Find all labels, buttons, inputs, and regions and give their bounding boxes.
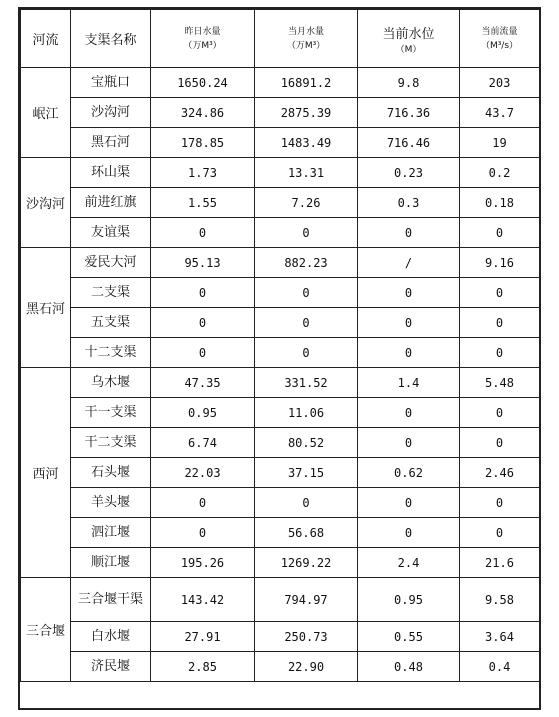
- flow-cell: 0: [460, 398, 540, 428]
- month-water-cell: 1269.22: [255, 548, 358, 578]
- river-cell: 岷江: [21, 68, 71, 158]
- flow-cell: 0: [460, 428, 540, 458]
- month-water-cell: 794.97: [255, 578, 358, 622]
- yesterday-water-cell: 195.26: [151, 548, 255, 578]
- flow-cell: 9.58: [460, 578, 540, 622]
- month-water-cell: 2875.39: [255, 98, 358, 128]
- water-level-cell: 0: [358, 398, 460, 428]
- river-cell: 沙沟河: [21, 158, 71, 248]
- yesterday-water-cell: 0: [151, 488, 255, 518]
- yesterday-water-cell: 1.73: [151, 158, 255, 188]
- table-row: [21, 578, 540, 622]
- table-row: [21, 338, 540, 368]
- header-yesterday-water-label: 昨日水量: [184, 26, 221, 37]
- water-level-cell: /: [358, 248, 460, 278]
- flow-cell: 0.2: [460, 158, 540, 188]
- table-row: [21, 278, 540, 308]
- header-yesterday-water: [151, 10, 255, 68]
- yesterday-water-cell: 178.85: [151, 128, 255, 158]
- month-water-cell: 882.23: [255, 248, 358, 278]
- table-row: [21, 398, 540, 428]
- yesterday-water-cell: 2.85: [151, 652, 255, 682]
- header-water-level-label: 当前水位: [382, 26, 435, 42]
- canal-cell: 济民堰: [71, 652, 151, 682]
- month-water-cell: 56.68: [255, 518, 358, 548]
- canal-cell: 白水堰: [71, 622, 151, 652]
- header-flow-label: 当前流量: [481, 26, 518, 37]
- water-level-cell: 0.3: [358, 188, 460, 218]
- flow-cell: 21.6: [460, 548, 540, 578]
- month-water-cell: 0: [255, 278, 358, 308]
- canal-cell: 二支渠: [71, 278, 151, 308]
- canal-cell: 干一支渠: [71, 398, 151, 428]
- water-level-cell: 1.4: [358, 368, 460, 398]
- month-water-cell: 331.52: [255, 368, 358, 398]
- water-level-cell: 0.48: [358, 652, 460, 682]
- yesterday-water-cell: 0.95: [151, 398, 255, 428]
- yesterday-water-cell: 0: [151, 218, 255, 248]
- table-row: [21, 308, 540, 338]
- table-row: [21, 68, 540, 98]
- table-row: [21, 518, 540, 548]
- yesterday-water-cell: 6.74: [151, 428, 255, 458]
- table-row: [21, 458, 540, 488]
- canal-cell: 宝瓶口: [71, 68, 151, 98]
- canal-cell: 黑石河: [71, 128, 151, 158]
- canal-cell: 羊头堰: [71, 488, 151, 518]
- water-level-cell: 0: [358, 308, 460, 338]
- table-row: [21, 158, 540, 188]
- canal-cell: 泗江堰: [71, 518, 151, 548]
- yesterday-water-cell: 0: [151, 518, 255, 548]
- table-row: [21, 652, 540, 682]
- table-row: [21, 188, 540, 218]
- header-flow: [460, 10, 540, 68]
- month-water-cell: 0: [255, 218, 358, 248]
- month-water-cell: 250.73: [255, 622, 358, 652]
- header-month-water-label: 当月水量: [287, 26, 324, 37]
- canal-cell: 前进红旗: [71, 188, 151, 218]
- water-level-cell: 716.36: [358, 98, 460, 128]
- flow-cell: 203: [460, 68, 540, 98]
- yesterday-water-cell: 27.91: [151, 622, 255, 652]
- yesterday-water-cell: 0: [151, 308, 255, 338]
- header-month-water-unit: （万M³）: [286, 40, 326, 51]
- table-row: [21, 218, 540, 248]
- month-water-cell: 0: [255, 338, 358, 368]
- water-level-cell: 0.95: [358, 578, 460, 622]
- month-water-cell: 22.90: [255, 652, 358, 682]
- month-water-cell: 7.26: [255, 188, 358, 218]
- water-level-cell: 0.23: [358, 158, 460, 188]
- yesterday-water-cell: 1650.24: [151, 68, 255, 98]
- canal-cell: 十二支渠: [71, 338, 151, 368]
- canal-cell: 顺江堰: [71, 548, 151, 578]
- header-flow-unit: （M³/s）: [480, 40, 519, 51]
- table-row: [21, 488, 540, 518]
- flow-cell: 0: [460, 338, 540, 368]
- table-row: [21, 622, 540, 652]
- month-water-cell: 0: [255, 308, 358, 338]
- water-level-cell: 0: [358, 218, 460, 248]
- yesterday-water-cell: 324.86: [151, 98, 255, 128]
- flow-cell: 0.4: [460, 652, 540, 682]
- water-level-cell: 0.62: [358, 458, 460, 488]
- header-yesterday-water-unit: （万M³）: [183, 40, 222, 51]
- month-water-cell: 80.52: [255, 428, 358, 458]
- month-water-cell: 37.15: [255, 458, 358, 488]
- water-level-cell: 0: [358, 488, 460, 518]
- flow-cell: 0: [460, 488, 540, 518]
- header-row: [21, 10, 540, 68]
- header-river: 河流: [21, 10, 71, 68]
- flow-cell: 43.7: [460, 98, 540, 128]
- flow-cell: 0: [460, 278, 540, 308]
- flow-cell: 0: [460, 308, 540, 338]
- flow-cell: 5.48: [460, 368, 540, 398]
- canal-cell: 石头堰: [71, 458, 151, 488]
- canal-cell: 乌木堰: [71, 368, 151, 398]
- header-month-water: [255, 10, 358, 68]
- table-row: [21, 428, 540, 458]
- table-row: [21, 98, 540, 128]
- water-level-cell: 0: [358, 338, 460, 368]
- header-water-level: [358, 10, 460, 68]
- flow-cell: 0.18: [460, 188, 540, 218]
- month-water-cell: 11.06: [255, 398, 358, 428]
- water-level-cell: 716.46: [358, 128, 460, 158]
- header-water-level-unit: （M）: [395, 44, 422, 55]
- month-water-cell: 16891.2: [255, 68, 358, 98]
- water-level-cell: 0: [358, 278, 460, 308]
- river-cell: 三合堰: [21, 578, 71, 682]
- flow-cell: 3.64: [460, 622, 540, 652]
- yesterday-water-cell: 47.35: [151, 368, 255, 398]
- water-data-table: [20, 9, 540, 682]
- flow-cell: 19: [460, 128, 540, 158]
- header-canal: 支渠名称: [71, 10, 151, 68]
- canal-cell: 爱民大河: [71, 248, 151, 278]
- yesterday-water-cell: 0: [151, 278, 255, 308]
- yesterday-water-cell: 22.03: [151, 458, 255, 488]
- canal-cell: 环山渠: [71, 158, 151, 188]
- flow-cell: 9.16: [460, 248, 540, 278]
- water-level-cell: 0: [358, 518, 460, 548]
- canal-cell: 友谊渠: [71, 218, 151, 248]
- table-row: [21, 368, 540, 398]
- table-row: [21, 548, 540, 578]
- canal-cell: 三合堰干渠: [71, 578, 151, 622]
- canal-cell: 沙沟河: [71, 98, 151, 128]
- water-level-cell: 9.8: [358, 68, 460, 98]
- yesterday-water-cell: 1.55: [151, 188, 255, 218]
- yesterday-water-cell: 0: [151, 338, 255, 368]
- table-body: [21, 68, 540, 682]
- flow-cell: 2.46: [460, 458, 540, 488]
- table-row: [21, 248, 540, 278]
- month-water-cell: 13.31: [255, 158, 358, 188]
- table-row: [21, 128, 540, 158]
- month-water-cell: 1483.49: [255, 128, 358, 158]
- month-water-cell: 0: [255, 488, 358, 518]
- river-cell: 西河: [21, 368, 71, 578]
- canal-cell: 五支渠: [71, 308, 151, 338]
- water-level-cell: 0.55: [358, 622, 460, 652]
- river-cell: 黑石河: [21, 248, 71, 368]
- water-level-cell: 0: [358, 428, 460, 458]
- water-level-cell: 2.4: [358, 548, 460, 578]
- yesterday-water-cell: 95.13: [151, 248, 255, 278]
- yesterday-water-cell: 143.42: [151, 578, 255, 622]
- flow-cell: 0: [460, 218, 540, 248]
- canal-cell: 干二支渠: [71, 428, 151, 458]
- flow-cell: 0: [460, 518, 540, 548]
